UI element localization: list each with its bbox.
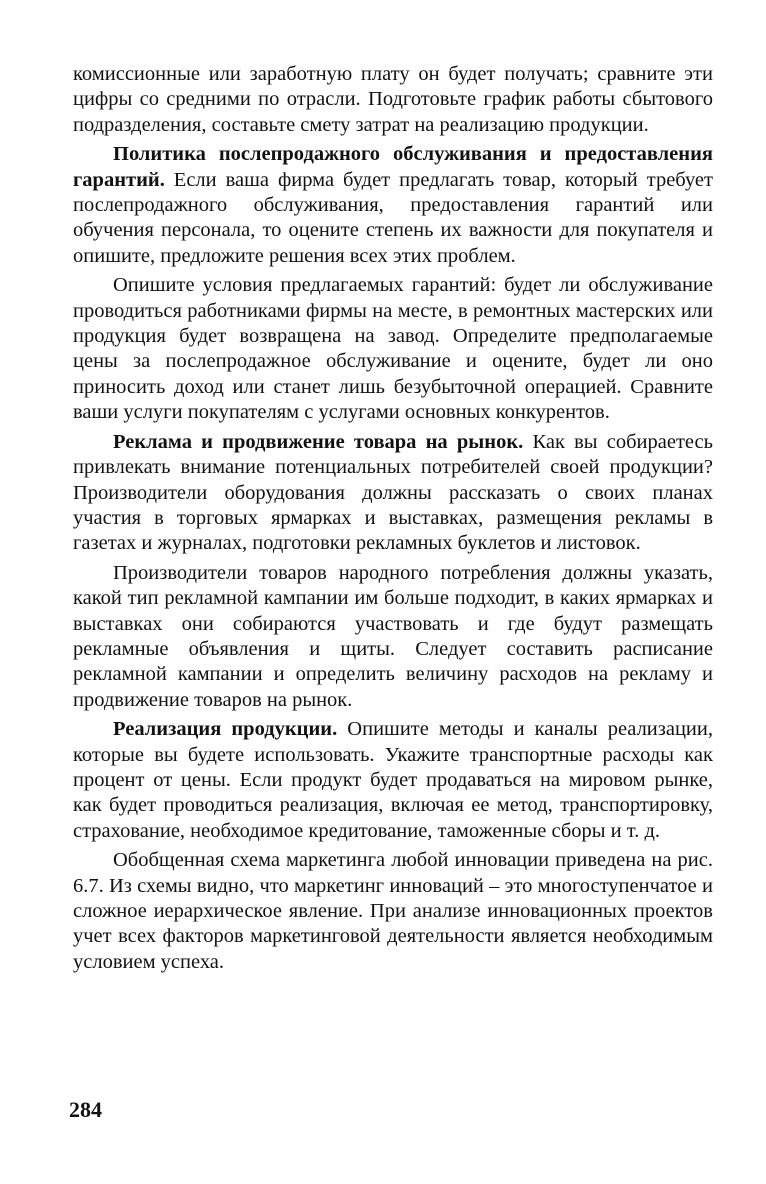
paragraph-6-lead: Реализация продукции. xyxy=(113,718,338,741)
page-number: 284 xyxy=(69,1097,102,1122)
paragraph-4-text: Как вы собираетесь привлекать внимание потенциальных потребителей своей продукции? Производители оборудования должны рассказать о своих планах участия в торговых ярмарках и выставках, размещения рекламы в газетах и журналах, подготовки рекламных буклетов и листовок. xyxy=(73,430,713,555)
paragraph-2 xyxy=(73,142,713,269)
paragraph-7-text: Обобщенная схема маркетинга любой инновации приведена на рис. 6.7. Из схемы видно, что маркетинг инноваций – это многоступенчатое и сложное иерархическое явление. При анализе инновационных проектов учет всех факторов маркетинговой деятельности является необходимым условием успеха. xyxy=(73,849,713,973)
paragraph-5 xyxy=(73,561,713,713)
paragraph-7 xyxy=(73,848,713,975)
page-body xyxy=(73,62,713,979)
paragraph-1 xyxy=(73,62,713,138)
paragraph-3-text: Опишите условия предлагаемых гарантий: будет ли обслуживание проводиться работниками фирмы на месте, в ремонтных мастерских или продукция будет возвращена на завод. Определите предполагаемые цены за послепродажное обслуживание и оцените, будет ли оно приносить доход или станет лишь безубыточной операцией. Сравните ваши услуги покупателям с услугами основных конкурентов. xyxy=(73,274,713,424)
paragraph-3 xyxy=(73,273,713,425)
paragraph-6-text: Опишите методы и каналы реализации, которые вы будете использовать. Укажите транспортные расходы как процент от цены. Если продукт будет продаваться на мировом рынке, как будет проводиться реализация, включая ее метод, транспортировку, страхование, необходимое кредитование, таможенные сборы и т. д. xyxy=(73,718,714,842)
paragraph-2-lead: Политика послепродажного обслуживания и предоставления гарантий. xyxy=(73,143,713,191)
paragraph-6 xyxy=(73,717,713,844)
paragraph-4-lead: Реклама и продвижение товара на рынок. xyxy=(113,430,524,453)
paragraph-4 xyxy=(73,430,713,557)
paragraph-1-text: комиссионные или заработную плату он будет получать; сравните эти цифры со средними по отрасли. Подготовьте график работы сбытового подразделения, составьте смету затрат на реализацию продукции. xyxy=(73,63,713,136)
paragraph-5-text: Производители товаров народного потребления должны указать, какой тип рекламной кампании им больше подходит, в каких ярмарках и выставках они собираются участвовать и где будут размещать рекламные объявления и щиты. Следует составить расписание рекламной кампании и определить величину расходов на рекламу и продвижение товаров на рынок. xyxy=(73,561,713,711)
paragraph-2-text: Если ваша фирма будет предлагать товар, который требует послепродажного обслуживания, предоставления гарантий или обучения персонала, то оцените степень их важности для покупателя и опишите, предложите решения всех этих проблем. xyxy=(73,168,713,267)
